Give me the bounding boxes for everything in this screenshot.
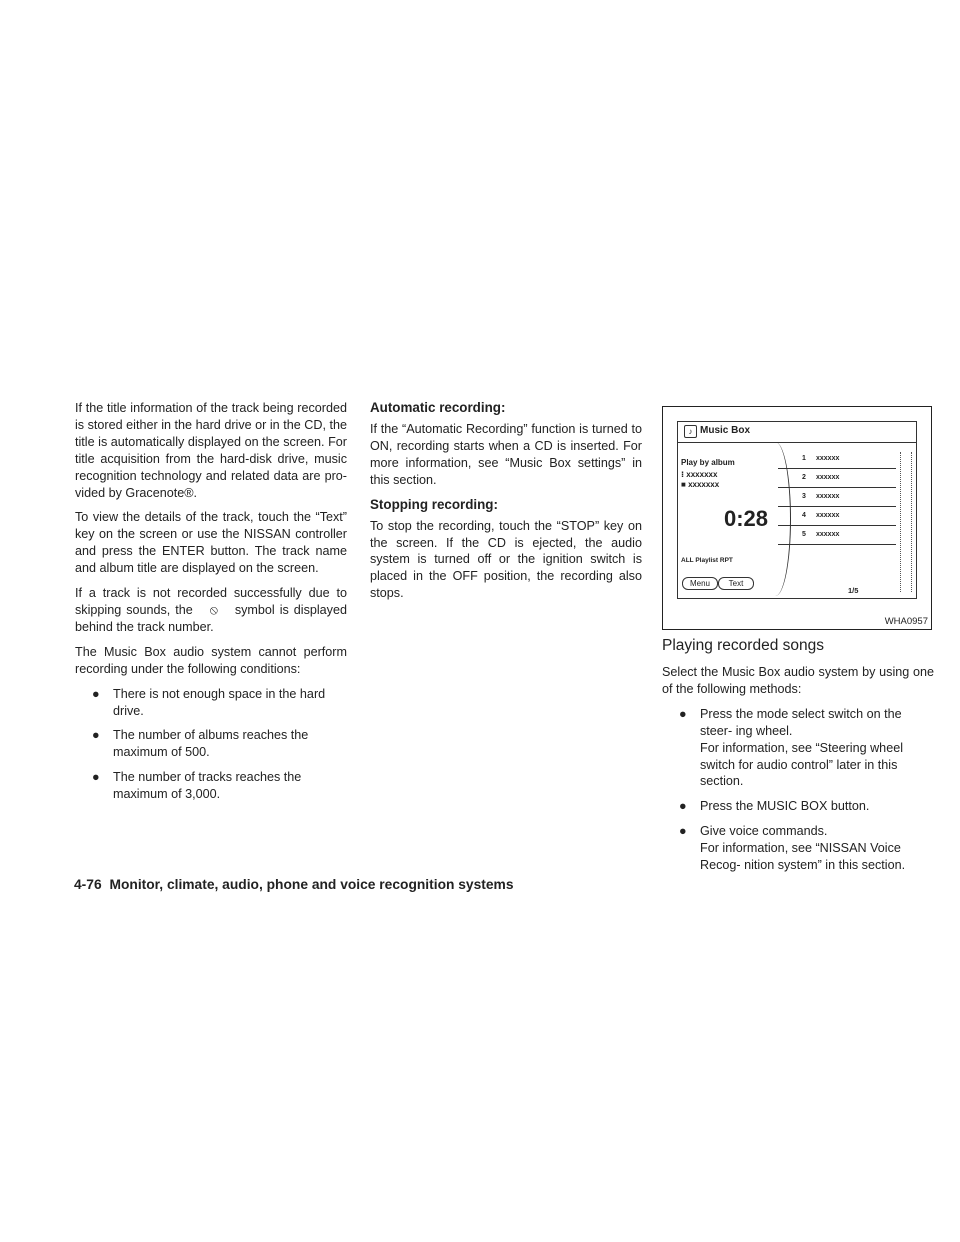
track-row[interactable]: 1 xxxxxx [778,450,896,469]
paragraph-conditions: The Music Box audio system cannot perform recording under the following conditions: [75,644,347,676]
paragraph-title-info: If the title information of the track being recorded is stored either in the hard drive or in the CD, the title is automatically displayed on the screen. For title acquisition from the hard-disk drive, music recognition technology and related data are pro- vided by Gracenote®. [75,401,347,500]
track-list [778,450,896,545]
screen-title-bar: ♪ Music Box [678,422,916,443]
skip-symbol-icon: ⦸ [209,602,218,617]
track-row[interactable]: 3 xxxxxx [778,488,896,507]
track-row[interactable]: 4 xxxxxx [778,507,896,526]
play-mode-label: Play by album [681,458,735,467]
conditions-list [75,686,347,803]
music-box-screen [677,421,917,599]
album-label: ⁝ xxxxxxx [681,470,718,479]
left-column [75,400,347,811]
paragraph-skip-symbol: If a track is not recorded successfully due to skipping sounds, the ⦸ symbol is displayed behind the track number. [75,586,347,634]
page-number: 4-76 [74,877,102,892]
list-item: ● Give voice commands. For information, see “NISSAN Voice Recog- nition system” in this section. [679,824,906,873]
list-item: ● The number of tracks reaches the maximum of 3,000. [92,770,302,802]
right-column [662,637,934,882]
figure-code: WHA0957 [884,616,928,627]
track-row[interactable]: 5 xxxxxx [778,526,896,545]
scrollbar[interactable] [900,452,912,592]
menu-button[interactable]: Menu [682,577,718,590]
paragraph-select-methods: Select the Music Box audio system by using one of the following methods: [662,665,934,696]
music-box-figure [662,406,932,630]
paragraph-view-details: To view the details of the track, touch the “Text” key on the screen or use the NISSAN controller and press the ENTER button. The track name and album title are displayed on the screen. [75,510,347,576]
methods-list [662,706,934,874]
heading-automatic-recording: Automatic recording: [370,400,506,415]
elapsed-time: 0:28 [724,506,769,531]
paragraph-automatic-recording: If the “Automatic Recording” function is turned to ON, recording starts when a CD is inserted. For more information, see “Music Box settings” in this section. [370,422,642,487]
middle-column [370,400,642,610]
list-item: ● Press the MUSIC BOX button. [679,799,870,814]
paragraph-stopping-recording: To stop the recording, touch the “STOP” key on the screen. If the CD is ejected, the audio system is turned off or the ignition switch is placed in the OFF position, the recording also stops. [370,518,642,601]
section-title: Monitor, climate, audio, phone and voice recognition systems [109,877,514,892]
track-row[interactable]: 2 xxxxxx [778,469,896,488]
list-item: ● There is not enough space in the hard drive. [92,686,326,718]
music-box-icon: ♪ [684,425,697,438]
page-footer [74,877,514,892]
text-button[interactable]: Text [718,577,754,590]
track-label: ■ xxxxxxx [681,480,720,489]
list-item: ● Press the mode select switch on the steer- ing wheel. For information, see “Steering wheel switch for audio control” later in this section. [679,706,903,789]
heading-playing-recorded-songs: Playing recorded songs [662,637,824,654]
page-indicator: 1/5 [848,586,859,595]
repeat-mode: ALL Playlist RPT [681,557,733,564]
heading-stopping-recording: Stopping recording: [370,496,498,512]
list-item: ● The number of albums reaches the maximum of 500. [92,728,309,760]
